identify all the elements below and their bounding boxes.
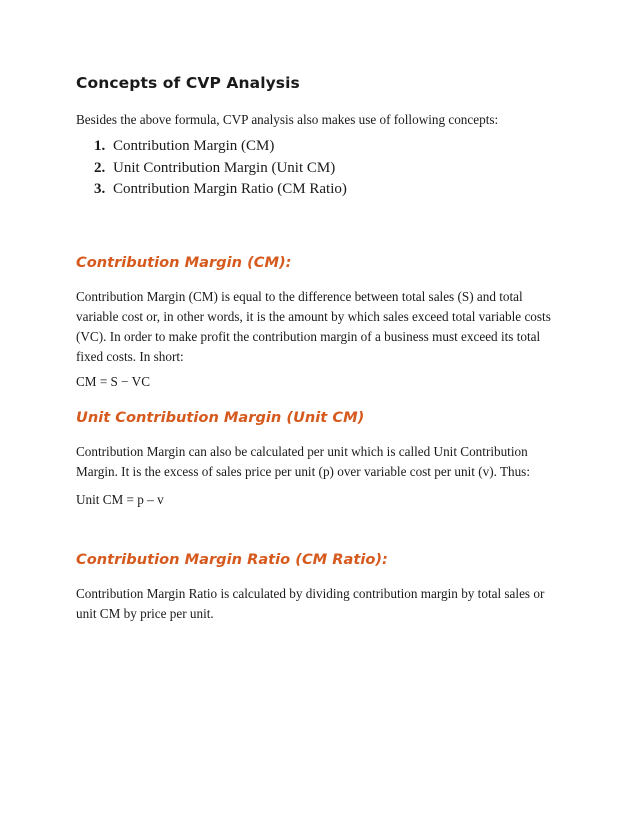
list-item <box>94 136 347 158</box>
list-item-number: 1. <box>94 138 106 154</box>
concept-list <box>94 136 347 201</box>
list-item-label: Contribution Margin (CM) <box>113 138 275 154</box>
section-paragraph-unit-contribution-margin: Contribution Margin can also be calculated per unit which is called Unit Contribution Margin. It is the excess of sales price per unit (p) over variable cost per unit (v). Thus: <box>76 444 530 479</box>
list-item-number: 3. <box>94 181 106 197</box>
section-heading-contribution-margin: Contribution Margin (CM): <box>76 254 292 271</box>
list-item-label: Unit Contribution Margin (Unit CM) <box>113 159 336 176</box>
list-item-label: Contribution Margin Ratio (CM Ratio) <box>113 181 347 197</box>
formula-unit-cm: Unit CM = p – v <box>76 492 164 507</box>
section-paragraph-contribution-margin: Contribution Margin (CM) is equal to the difference between total sales (S) and total variable cost or, in other words, it is the amount by which sales exceed total variable costs (VC). In order to make profit the contribution margin of a business must exceed its total fixed costs. In short: <box>76 289 551 364</box>
list-item <box>94 179 347 201</box>
section-heading-unit-contribution-margin: Unit Contribution Margin (Unit CM) <box>76 409 365 426</box>
intro-paragraph: Besides the above formula, CVP analysis also makes use of following concepts: <box>76 112 499 127</box>
list-item <box>94 158 347 180</box>
list-item-number: 2. <box>94 159 106 176</box>
section-paragraph-cm-ratio: Contribution Margin Ratio is calculated by dividing contribution margin by total sales or unit CM by price per unit. <box>76 586 545 621</box>
formula-cm: CM = S − VC <box>76 374 150 389</box>
page-title: Concepts of CVP Analysis <box>76 74 300 92</box>
section-heading-cm-ratio: Contribution Margin Ratio (CM Ratio): <box>76 551 388 568</box>
